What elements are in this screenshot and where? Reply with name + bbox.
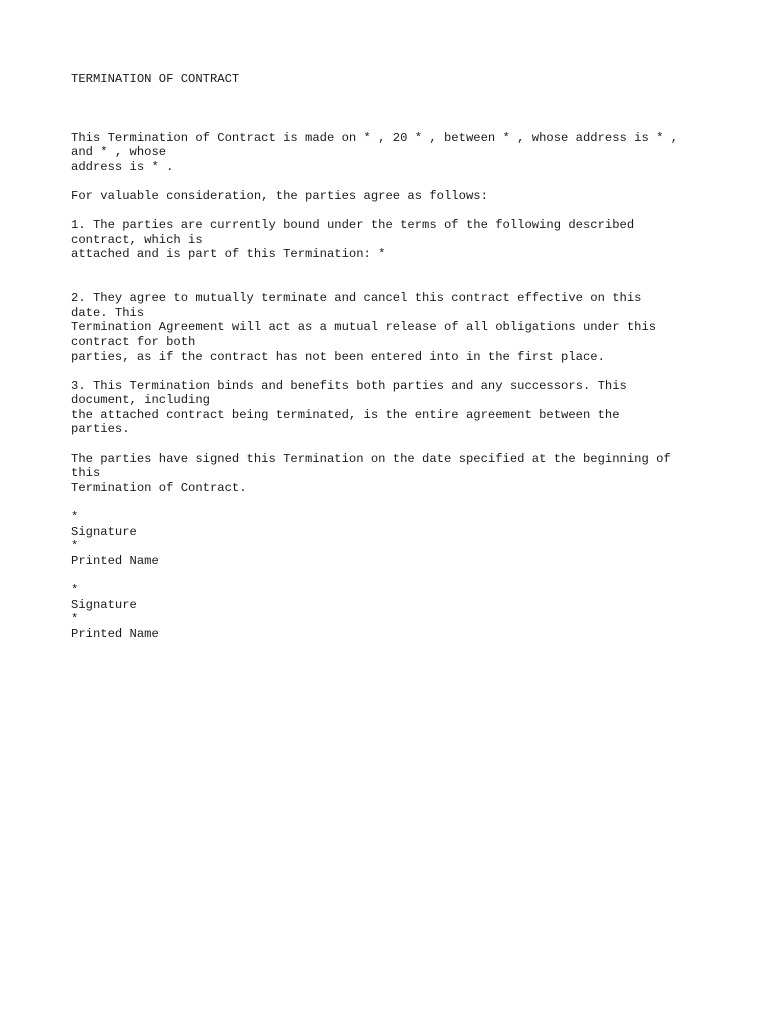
printed-name-value: * — [71, 539, 79, 554]
signature-block — [71, 510, 711, 568]
intro-paragraph — [71, 131, 711, 175]
signed-line: The parties have signed this Termination on the date specified at the beginning of — [71, 451, 671, 466]
signature-label: Signature — [71, 524, 137, 539]
signature-label: Signature — [71, 597, 137, 612]
printed-name-label: Printed Name — [71, 553, 159, 568]
clause-2-line: parties, as if the contract has not been entered into in the first place. — [71, 349, 605, 364]
consideration-text: For valuable consideration, the parties agree as follows: — [71, 188, 488, 203]
signed-line: Termination of Contract. — [71, 480, 247, 495]
clause-2 — [71, 291, 711, 364]
printed-name-label: Printed Name — [71, 626, 159, 641]
signature-value: * — [71, 510, 79, 525]
intro-line: address is * . — [71, 159, 174, 174]
signature-value: * — [71, 583, 79, 597]
signed-line: this — [71, 466, 101, 481]
clause-1-line: attached and is part of this Termination: * — [71, 247, 386, 262]
clause-2-line: date. This — [71, 305, 145, 320]
signed-paragraph — [71, 452, 711, 496]
clause-2-line: Termination Agreement will act as a mutual release of all obligations under this — [71, 320, 657, 335]
printed-name-value: * — [71, 612, 79, 627]
title-text: TERMINATION OF CONTRACT — [71, 72, 240, 86]
clause-3-line: 3. This Termination binds and benefits both parties and any successors. This — [71, 378, 627, 393]
clause-2-line: contract for both — [71, 334, 196, 349]
signature-block — [71, 583, 711, 641]
clause-2-line: 2. They agree to mutually terminate and cancel this contract effective on this — [71, 291, 642, 306]
consideration-paragraph — [71, 189, 711, 204]
intro-line: This Termination of Contract is made on * , 20 * , between * , whose address is * , — [71, 130, 679, 145]
document-page — [71, 72, 711, 656]
intro-line: and * , whose — [71, 145, 167, 160]
clause-1-line: 1. The parties are currently bound under the terms of the following described — [71, 218, 635, 233]
clause-3 — [71, 379, 711, 437]
clause-3-line: parties. — [71, 422, 130, 437]
document-title — [71, 72, 711, 87]
clause-3-line: document, including — [71, 393, 210, 408]
clause-3-line: the attached contract being terminated, is the entire agreement between the — [71, 407, 620, 422]
clause-1-line: contract, which is — [71, 232, 203, 247]
clause-1 — [71, 218, 711, 262]
